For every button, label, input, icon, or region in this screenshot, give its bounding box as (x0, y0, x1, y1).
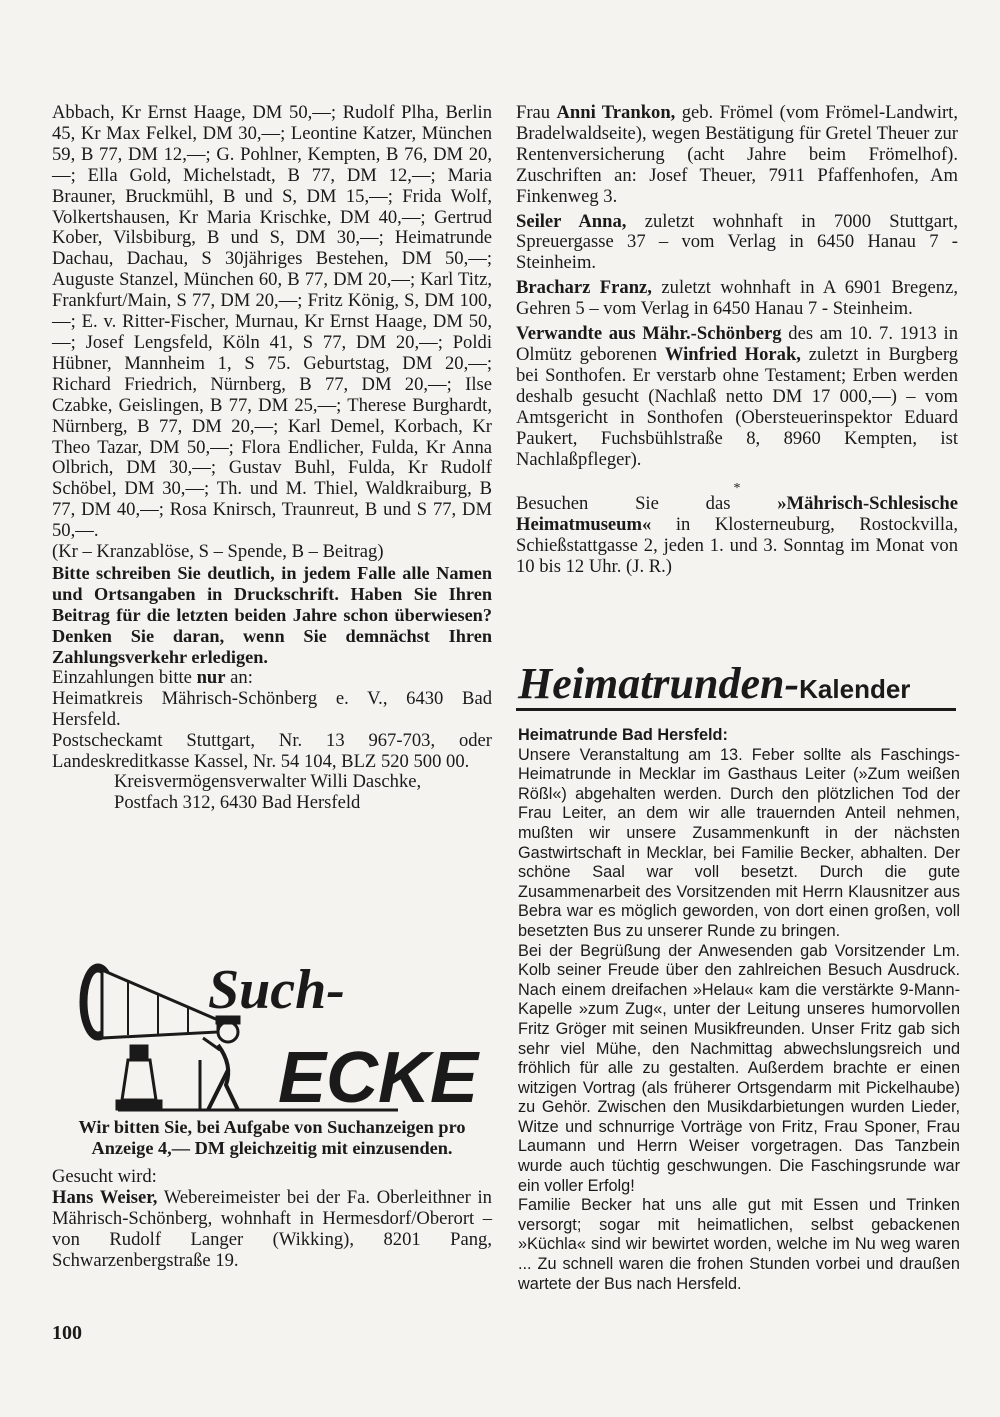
item4-name1: Verwandte aus Mähr.-Schönberg (516, 323, 782, 345)
administrator-name: Kreisvermögensverwalter Willi Daschke, (114, 771, 422, 793)
item3-text: zuletzt wohnhaft in A 6901 Bregenz, Gehren 5 – vom Verlag in 6450 Hanau 7 - Steinheim. (516, 277, 958, 320)
payment-intro-suffix: an: (225, 666, 253, 688)
wanted-label: Gesucht wird: (52, 1166, 157, 1187)
payment-intro (52, 668, 492, 689)
item2-text: zuletzt wohnhaft in 7000 Stuttgart, Spreuergasse 37 – vom Verlag in 6450 Hanau 7 - Steinheim. (516, 210, 958, 274)
kalender-heading (518, 658, 958, 708)
item4-name2: Winfried Horak, (664, 343, 801, 365)
separator-star: * (733, 481, 741, 497)
item4-text1: des am 10. 7. 1913 in Olmütz geborenen (516, 323, 958, 365)
bank-accounts: Postscheckamt Stuttgart, Nr. 13 967-703, oder Landeskreditkasse Kassel, Nr. 54 104, BLZ 520 500 00. (52, 729, 492, 772)
print-notice: Bitte schreiben Sie deutlich, in jedem Falle alle Namen und Ortsangaben in Druckschrift. Haben Sie Ihren Beitrag für die letzten beiden Jahre schon überwiesen? Denken Sie daran, wenn Sie demnächst Ihren Zahlungsverkehr erledigen. (52, 562, 492, 667)
search-item-seiler (516, 212, 958, 275)
such-ecke-logo (68, 950, 488, 1115)
payee-address: Heimatkreis Mährisch-Schönberg e. V., 6430 Bad Hersfeld. (52, 687, 492, 730)
museum-name: »Mährisch-Schlesische Heimatmuseum« (516, 493, 958, 536)
search-ads-section (52, 1117, 492, 1272)
left-column (52, 103, 492, 814)
item1-text: geb. Frömel (vom Frömel-Landwirt, Bradelwaldseite), wegen Bestätigung für Gretel Theuer zur Rentenversicherung (acht Jahre beim Frömelhof). Zuschriften an: Josef Theuer, 7911 Pfaffenhofen, Am Finkenweg 3. (516, 102, 958, 207)
report-paragraph-1: Unsere Veranstaltung am 13. Feber sollte als Faschings-Heimatrunde in Mecklar im Gasthaus Leiter (»Zum weißen Rößl«) abgehalten werden. Durch den plötzlichen Tod der Frau Leiter, an dem wir alle trauernden Anteil nehmen, mußten wir unsere Zusammenkunft in der nächsten Gastwirtschaft in Mecklar, bei Familie Becker, abhalten. Der schöne Saal war voll besetzt. Durch die gute Zusammenarbeit des Vorsitzenden mit Herrn Klausnitzer aus Bebra war es möglich geworden, von dort einen großen, voll besetzten Bus zu unserer Runde zu bringen. (518, 745, 960, 940)
item4-text2: zuletzt in Burgberg bei Sonthofen. Er verstarb ohne Testament; Erben werden deshalb gesucht (Nachlaß netto DM 17 000,—) – vom Amtsgericht in Sonthofen (Obersteuerinspektor Eduard Paukert, Fuchsbühlstraße 8, 8960 Kempten, ist Nachlaßpfleger). (516, 343, 958, 470)
search-item-bracharz (516, 278, 958, 320)
telescope-figure-icon (68, 950, 488, 1115)
donation-list: Abbach, Kr Ernst Haage, DM 50,—; Rudolf Plha, Berlin 45, Kr Max Felkel, DM 30,—; Leontine Katzer, München 59, B 77, DM 12,—; G. Pohlner, Kempten, B 76, DM 20,—; Ella Gold, Michelstadt, B 77, DM 12,—; Maria Brauner, Bruckmühl, B und S, DM 15,—; Frida Wolf, Volkertshausen, Kr Maria Krischke, DM 40,—; Gertrud Kober, Vilsbiburg, B und S, DM 30,—; Heimatrunde Dachau, Dachau, S 30jähriges Bestehen, DM 50,—; Auguste Stanzel, München 60, B 77, DM 20,—; Karl Titz, Frankfurt/Main, S 77, DM 20,—; Fritz König, S, DM 100,—; E. v. Ritter-Fischer, Murnau, Kr Ernst Haage, DM 50,—; Josef Lengsfeld, Köln 41, S 77, DM 20,—; Poldi Hübner, Mannheim 1, S 75. Geburtstag, DM 20,—; Richard Friedrich, Nürnberg, B 77, DM 20,—; Ilse Czabke, Geislingen, B 77, DM 25,—; Therese Burghardt, Nürnberg, B 77, DM 20,—; Karl Demel, Korbach, Kr Theo Tazar, DM 50,—; Flora Endlicher, Fulda, Kr Anna Olbrich, DM 30,—; Gustav Buhl, Fulda, Kr Rudolf Schöbel, DM 30,—; Th. und M. Thiel, Waldkraiburg, B 77, DM 40,—; Rosa Knirsch, Traunreut, B und S 77, DM 50,—. (52, 102, 492, 542)
kalender-script: Heimatrunden- (518, 659, 800, 708)
page-number: 100 (52, 1322, 82, 1344)
museum-prefix: Besuchen Sie das (516, 493, 778, 515)
museum-notice (516, 494, 958, 578)
kalender-plain: Kalender (799, 674, 911, 704)
wanted-name: Hans Weiser, (52, 1186, 158, 1208)
kalender-rule (516, 708, 956, 711)
report-heading: Heimatrunde Bad Hersfeld: (518, 726, 728, 744)
such-script-text: Such- (208, 959, 345, 1021)
administrator (52, 772, 492, 814)
heimatrunde-report (518, 718, 960, 1294)
wanted-entry (52, 1188, 492, 1272)
wanted-text: Webereimeister bei der Fa. Oberleithner in Mährisch-Schönberg, wohnhaft in Hermesdorf/Oberort – von Rudolf Langer (Wikking), 8201 Pang, Schwarzenbergstraße 19. (52, 1186, 492, 1271)
search-item-trankon (516, 103, 958, 208)
item1-name: Anni Trankon, (556, 102, 676, 123)
report-paragraph-3: Familie Becker hat uns alle gut mit Essen und Trinken versorgt; sogar mit heimatlichen, selbst gebackenen »Küchla« sind wir bewirtet worden, welche im Nu weg waren ... Zu schnell waren die frohen Stunden vorbei und draußen wartete der Bus nach Hersfeld. (518, 1196, 960, 1293)
abbreviation-legend: (Kr – Kranzablöse, S – Spende, B – Beitrag) (52, 541, 384, 563)
item1-prefix: Frau (516, 102, 557, 123)
report-paragraph-2: Bei der Begrüßung der Anwesenden gab Vorsitzender Lm. Kolb seiner Freude über den zahlreichen Besuch Ausdruck. Nach einem dreifachen »Helau« kam die verstärkte 9-Mann-Kapelle »zum Zug«, unter der Leitung unseres humorvollen Fritz Gröger mit seinen Musikfreunden. Unser Fritz gab sich sehr viel Mühe, den Nachmittag abwechslungsreich und fröhlich für alle zu gestalten. Außerdem brachte er einen witzigen Vortrag (als früherer Ortsgendarm mit Pickelhaube) zu Gehör. Zwischen den Musikdarbietungen wurden Lieder, Witze und schnurrige Vorträge von Fritz, Frau Sponer, Frau Laumann und Herrn Weiser vorgetragen. Das Tanzbein wurde auch tüchtig geschwungen. Die Faschingsrunde war ein voller Erfolg! (518, 941, 960, 1195)
payment-intro-prefix: Einzahlungen bitte (52, 666, 197, 688)
payment-intro-bold: nur (196, 666, 226, 688)
item2-name: Seiler Anna, (516, 210, 627, 232)
right-column (516, 103, 958, 578)
item3-name: Bracharz Franz, (516, 277, 652, 299)
ad-fee-notice: Wir bitten Sie, bei Aufgabe von Suchanzeigen pro Anzeige 4,— DM gleichzeitig mit einzusenden. (78, 1117, 466, 1158)
ecke-block-text: ECKE (278, 1038, 479, 1115)
search-item-horak (516, 324, 958, 470)
museum-text: in Klosterneuburg, Rostockvilla, Schießstattgasse 2, jeden 1. und 3. Sonntag im Monat von 10 bis 12 Uhr. (J. R.) (516, 514, 958, 578)
administrator-address: Postfach 312, 6430 Bad Hersfeld (114, 792, 361, 814)
